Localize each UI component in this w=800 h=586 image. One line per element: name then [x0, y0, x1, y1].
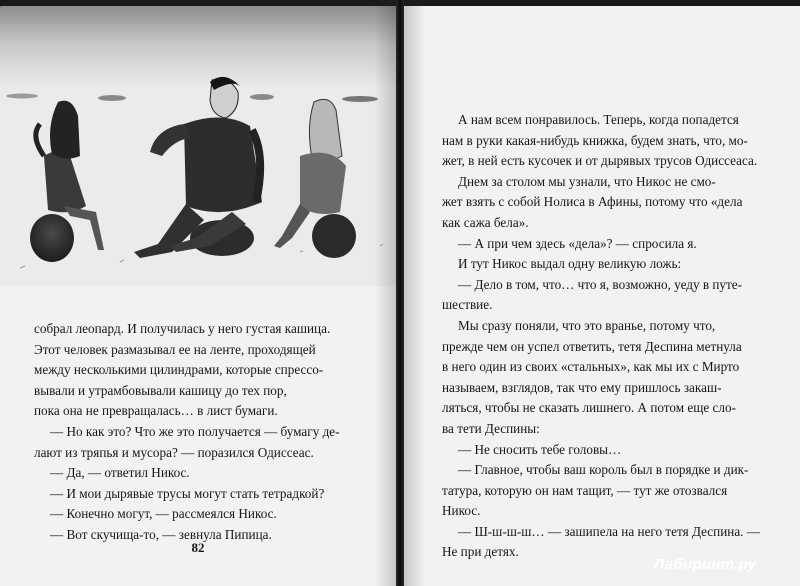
text-line: А нам всем понравилось. Теперь, когда попадется	[458, 112, 739, 127]
text-line: шествие.	[442, 297, 493, 313]
text-line: Никос.	[442, 503, 481, 519]
text-line: — И мои дырявые трусы могут стать тетрадкой?	[50, 485, 325, 501]
left-page	[0, 6, 396, 586]
text-line: — Но как это? Что же это получается — бумагу де-	[50, 423, 340, 439]
text-line: ляться, чтобы не сказать лишнего. А потом еще сло-	[442, 400, 736, 416]
book-spine	[396, 0, 404, 586]
text-line: И тут Никос выдал одну великую ложь:	[458, 256, 682, 272]
right-body-text	[442, 110, 770, 563]
text-line: собрал леопард. И получилась у него густая кашица.	[34, 321, 331, 336]
text-line: — Да, — ответил Никос.	[50, 465, 190, 481]
text-line: — Ш-ш-ш-ш… — зашипела на него тетя Деспина. —	[458, 523, 760, 539]
watermark-text: Лабиринт.ру	[654, 556, 757, 573]
text-line: как сажа бела».	[442, 214, 529, 230]
text-line: прежде чем он успел ответить, тетя Деспина метнула	[442, 338, 742, 354]
text-line: лают из тряпья и мусора? — поразился Одиссеас.	[34, 444, 314, 460]
text-line: — Главное, чтобы ваш король был в порядке и дик-	[458, 462, 749, 478]
text-line: — А при чем здесь «дела»? — спросила я.	[458, 235, 697, 251]
text-line: жет взять с собой Нолиса в Афины, потому что «дела	[442, 194, 743, 210]
text-line: вывали и утрамбовывали кашицу до тех пор,	[34, 382, 287, 398]
text-line: — Не сносить тебе головы…	[458, 441, 622, 457]
illustration-figures-on-beach	[0, 6, 396, 286]
text-line: Днем за столом мы узнали, что Никос не смо-	[458, 173, 716, 189]
text-line: между несколькими цилиндрами, которые спрессо-	[34, 362, 324, 378]
text-line: — Вот скучища-то, — зевнула Пипица.	[50, 526, 272, 542]
text-line: ва тети Деспины:	[442, 420, 540, 436]
text-line: — Конечно могут, — рассмеялся Никос.	[50, 506, 277, 522]
text-line: татура, которую он нам тащит, — тут же отозвался	[442, 482, 728, 498]
left-body-text	[34, 319, 364, 546]
text-line: Этот человек размазывал ее на ленте, проходящей	[34, 341, 316, 357]
text-line: жет, в ней есть кусочек и от дырявых трусов Одиссеаса.	[442, 153, 758, 169]
text-line: называем, взглядов, так что ему пришлось закаш-	[442, 379, 722, 395]
text-line: нам в руки какая-нибудь книжка, будем знать, что, мо-	[442, 132, 748, 148]
text-line: — Дело в том, что… что я, возможно, уеду в путе-	[458, 276, 743, 292]
text-line: Мы сразу поняли, что это вранье, потому что,	[458, 317, 716, 333]
page-number: 82	[191, 540, 205, 555]
text-line: Не при детях.	[442, 544, 519, 560]
text-line: в него один из своих «стальных», как мы их с Мирто	[442, 359, 740, 375]
text-line: пока она не превращалась… в лист бумаги.	[34, 403, 278, 419]
